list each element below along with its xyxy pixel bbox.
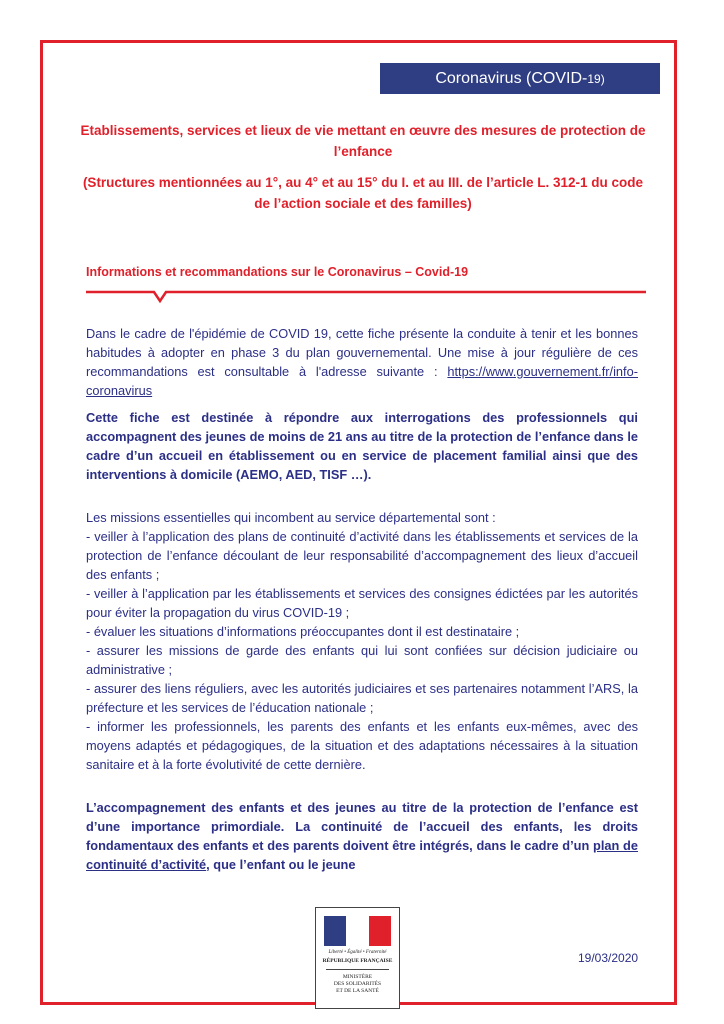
document-title: Etablissements, services et lieux de vie mettant en œuvre des mesures de protection de l’enfance xyxy=(80,123,646,159)
intro-text: Dans le cadre de l'épidémie de COVID 19, cette fiche présente la conduite à tenir et les bonnes habitudes à adopter en phase 3 du plan gouvernemental. Une mise à jour régulière de ces recommandations est consultable à l'adresse suivante : xyxy=(86,326,638,379)
ministry-logo xyxy=(315,907,400,1009)
list-item: - veiller à l’application par les établissements et services des consignes édictées par les autorités pour éviter la propagation du virus COVID-19 ; xyxy=(86,586,638,620)
list-item: - informer les professionnels, les parents des enfants et les enfants eux-mêmes, avec des moyens adaptés et pédagogiques, de la situation et des adaptations nécessaires à la situation sanitaire et à la forte évolutivité de cette dernière. xyxy=(86,719,638,772)
info-coronavirus-link[interactable]: https://www.gouvernement.fr/info-coronavirus xyxy=(86,364,638,398)
closing-paragraph xyxy=(86,798,638,874)
list-item: - évaluer les situations d’informations préoccupantes dont il est destinataire ; xyxy=(86,624,520,639)
intro-paragraph xyxy=(86,324,638,400)
logo-ministry: MINISTÈRE DES SOLIDARITÉS ET DE LA SANTÉ xyxy=(333,974,382,994)
list-item: - assurer des liens réguliers, avec les autorités judiciaires et ses partenaires notamment l’ARS, la préfecture et les services de l’éducation nationale ; xyxy=(86,681,638,715)
logo-republic: RÉPUBLIQUE FRANÇAISE xyxy=(322,958,393,964)
document-date: 19/03/2020 xyxy=(578,951,639,965)
missions-section xyxy=(86,508,638,774)
marianne-flag-icon xyxy=(324,916,391,946)
logo-motto: Liberté • Égalité • Fraternité xyxy=(328,950,387,955)
flag-blue-band xyxy=(324,916,346,946)
logo-divider xyxy=(326,969,389,970)
flag-red-band xyxy=(369,916,391,946)
closing-text-start: L’accompagnement des enfants et des jeunes au titre de la protection de l’enfance est d’une importance primordiale. La continuité de l’accueil des enfants, les droits fondamentaux des enfants et des parents doivent être intégrés, dans le cadre d’un xyxy=(86,800,638,853)
banner-label: Coronavirus (COVID- xyxy=(435,69,588,87)
closing-text-end: , que l’enfant ou le jeune xyxy=(206,857,356,872)
topic-banner xyxy=(380,63,660,94)
purpose-paragraph: Cette fiche est destinée à répondre aux interrogations des professionnels qui accompagnent des jeunes de moins de 21 ans au titre de la protection de l’enfance dans le cadre d’un accueil en établissement ou en service de placement familial ainsi que des interventions à domicile (AEMO, AED, TISF …). xyxy=(86,410,638,482)
continuity-plan-term: plan de continuité d’activité xyxy=(86,838,638,872)
missions-intro: Les missions essentielles qui incombent au service départemental sont : xyxy=(86,510,496,525)
section-heading: Informations et recommandations sur le Coronavirus – Covid-19 xyxy=(86,265,469,279)
flag-white-band xyxy=(346,916,368,946)
list-item: - veiller à l’application des plans de continuité d’activité dans les établissements et services de la protection de l’enfance découlant de leur responsabilité d’accompagnement des lieux d’accueil des enfants ; xyxy=(86,529,638,582)
banner-label-number: 19) xyxy=(587,71,605,86)
list-item: - assurer les missions de garde des enfants qui lui sont confiées sur décision judiciaire ou administrative ; xyxy=(86,643,638,677)
document-subtitle: (Structures mentionnées au 1°, au 4° et au 15° du I. et au III. de l’article L. 312-1 du code de l’action sociale et des familles) xyxy=(82,175,644,211)
heading-underline-callout xyxy=(86,290,646,304)
